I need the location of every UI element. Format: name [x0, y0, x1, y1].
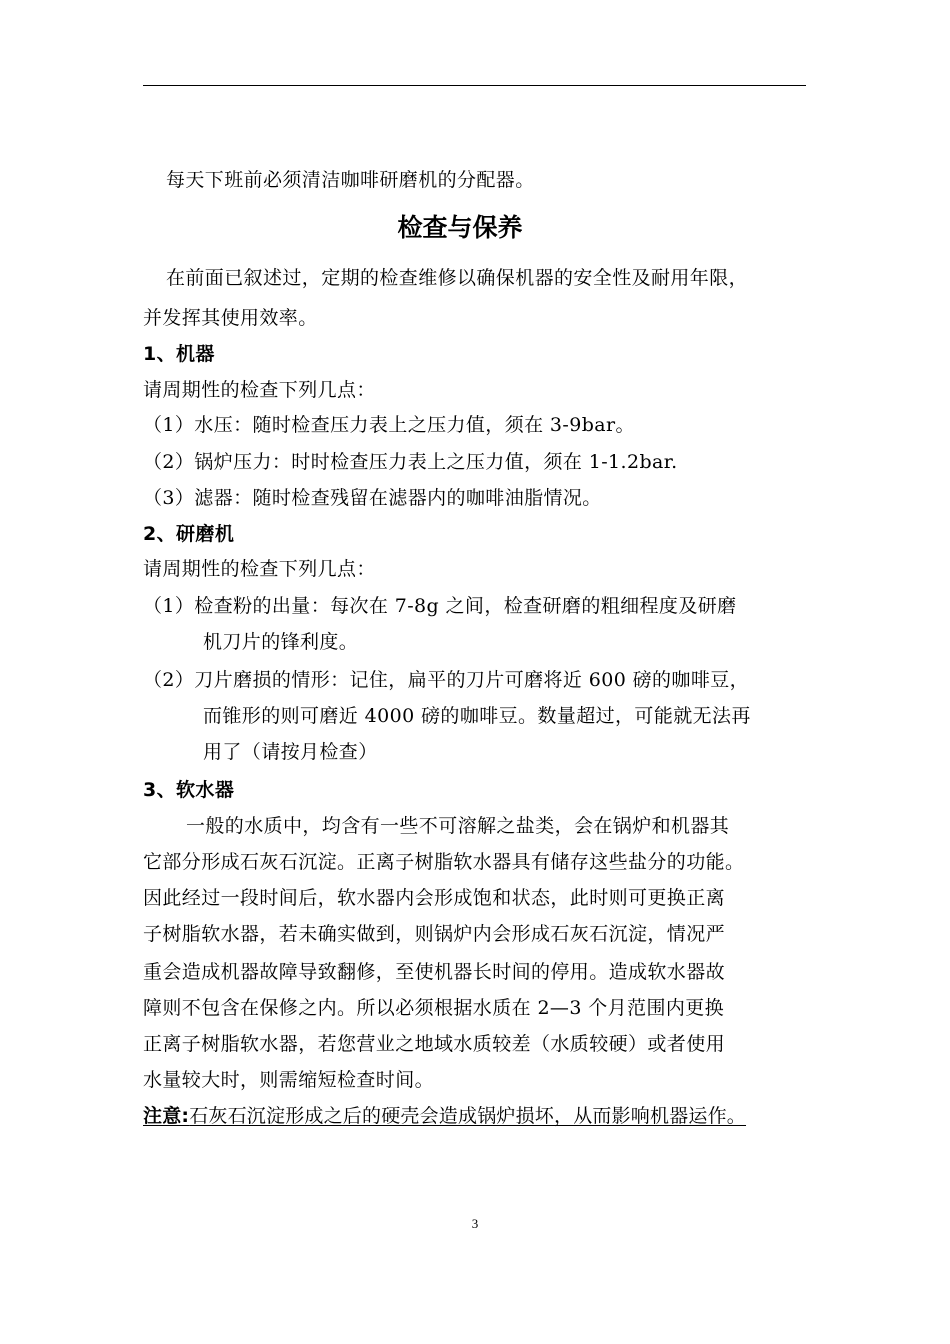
section1-item-2: （2）锅炉压力：时时检查压力表上之压力值，须在 1-1.2bar.	[143, 451, 678, 473]
section3-paragraph-line-5: 重会造成机器故障导致翻修，至使机器长时间的停用。造成软水器故	[143, 961, 726, 983]
section1-heading: 1、机器	[143, 343, 215, 365]
intro-paragraph-line-1: 在前面已叙述过，定期的检查维修以确保机器的安全性及耐用年限，	[166, 267, 749, 289]
section3-paragraph-line-7: 正离子树脂软水器，若您营业之地域水质较差（水质较硬）或者使用	[143, 1033, 726, 1055]
note-label: 注意:	[143, 1105, 190, 1127]
section3-heading: 3、软水器	[143, 779, 235, 801]
section3-paragraph-line-3: 因此经过一段时间后，软水器内会形成饱和状态，此时则可更换正离	[143, 887, 726, 909]
intro-paragraph-line-2: 并发挥其使用效率。	[143, 307, 318, 329]
section2-item1-line-1: （1）检查粉的出量：每次在 7-8g 之间，检查研磨的粗细程度及研磨	[143, 595, 737, 617]
note-text: 石灰石沉淀形成之后的硬壳会造成锅炉损坏，从而影响机器运作。	[189, 1105, 747, 1127]
section2-item1-line-2: 机刀片的锋利度。	[203, 631, 359, 653]
section3-paragraph-line-8: 水量较大时，则需缩短检查时间。	[143, 1069, 435, 1091]
section3-paragraph-line-2: 它部分形成石灰石沉淀。正离子树脂软水器具有储存这些盐分的功能。	[143, 851, 745, 873]
header-rule	[143, 85, 806, 86]
section2-heading: 2、研磨机	[143, 523, 235, 545]
section2-item2-line-2: 而锥形的则可磨近 4000 磅的咖啡豆。数量超过，可能就无法再	[203, 705, 751, 727]
page-number: 3	[471, 1216, 479, 1231]
section2-item2-line-1: （2）刀片磨损的情形：记住，扁平的刀片可磨将近 600 磅的咖啡豆，	[143, 669, 750, 691]
page-title: 检查与保养	[397, 213, 523, 242]
section3-paragraph-line-4: 子树脂软水器，若未确实做到，则锅炉内会形成石灰石沉淀，情况严	[143, 923, 726, 945]
section1-item-1: （1）水压：随时检查压力表上之压力值，须在 3-9bar。	[143, 414, 635, 436]
section3-paragraph-line-1: 一般的水质中，均含有一些不可溶解之盐类，会在锅炉和机器其	[186, 815, 730, 837]
section1-item-3: （3）滤器：随时检查残留在滤器内的咖啡油脂情况。	[143, 487, 602, 509]
section2-lead: 请周期性的检查下列几点：	[143, 558, 376, 580]
section1-lead: 请周期性的检查下列几点：	[143, 379, 376, 401]
section3-paragraph-line-6: 障则不包含在保修之内。所以必须根据水质在 2—3 个月范围内更换	[143, 997, 725, 1019]
note-line	[143, 1104, 746, 1128]
section2-item2-line-3: 用了（请按月检查）	[203, 741, 378, 763]
intro-line: 每天下班前必须清洁咖啡研磨机的分配器。	[166, 169, 535, 191]
